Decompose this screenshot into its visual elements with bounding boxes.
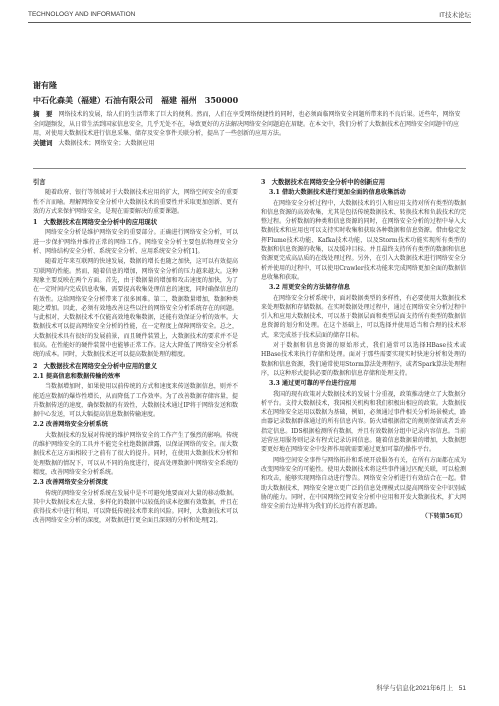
body-paragraph: 在网络安全分析过程中，大数据技术的引入和应用支持对所有类型的数据和信息资源的高效收集，尤其是包括传统数据技术、转换技术和负载技术的完整过程。分析数据的种类和信息资源的同时，在网络安全分析的过程中导入大数据技术和应用也可以支持实时收集和获取各种数据和信息资源。借由稳定发挥Flume技术功能、Kafka技术功能，以及Storm技术功能实现所有类型的数据和信息资源的收集，以及缓冲目标。并且最终支持所有类型的数据和信息资源更完成高品质的在线处理过程。另外，在引入大数据技术进行网络安全分析并使用的过程中，可以使用Crawler技术功能来完成网络更加全面的数据信息收集和获取。 (261, 199, 466, 281)
body-paragraph: 网络安全分析是维护网络安全的重要部分。正确进行网络安全分析，可以进一步保护网络并维持正常的网络工作。网络安全分析主要包括物理安全分析、网络结构安全分析、系统安全分析、应用系统安全分析[1]。 (33, 229, 238, 256)
section-heading: 引言 (33, 179, 46, 186)
body-paragraph: 对于数据和信息资源的原始形式，我们通常可以选择HBase技术或HBase技术来执行存储和处理。面对于那些需要实现实时快速分析和处理的数据和信息资源，我们通常使用Storm算法处理程序，或者Spark算法处理程序，以这种形式提供必要的数据和信息存储和处理支持。 (261, 342, 466, 377)
body-paragraph: 随着近年来互联网的快速发展，数据的增长也随之加快，这可以有效提高互联网的性能。然而，随着信息的增加，网络安全分析的压力越来越大。这种现象主要反映在两个方面。首先，由于数据量的增加和攻击速度的加快，为了在一定时间内完成信息收集，需要提高收集处理信息的速度，同时确保信息的有效性。这给网络安全分析带来了很多困难。第二，数据数量增加，数据种类随之增加。因此，必须有效地改善这些以往的网络安全分析系统存在的问题。与此相对，大数据技术不仅能高效地收集数据，还能有效保证分析的效率。大数据技术可以提高网络安全分析的性能，在一定程度上保障网络安全。总之，大数据技术具有很好的发展前景，而且硬件装置上，大数据技术的要求并不是很高。在性能好的硬件装置中也能够正常工作。这大大降低了网络安全分析系统的成本。同时，大数据技术还可以提高数据处理的精度。 (33, 258, 238, 359)
keywords-label: 关键词 (33, 138, 53, 147)
footer-page-number: 51 (458, 685, 466, 692)
page-footer (376, 683, 466, 692)
header-left-text: TECHNOLOGY AND INFORMATION (28, 10, 136, 18)
section-heading: 2 大数据技术在网络安全分析中应用的意义 (33, 362, 158, 370)
section-heading: 3 大数据技术在网络安全分析中的创新应用 (261, 179, 386, 186)
subsection-heading: 2.1 提高信息和数据传输的效率 (33, 372, 121, 380)
subsection-heading: 3.3 通过更可靠的平台进行应用 (269, 380, 357, 388)
footer-journal: 科学与信息化2021年6月上 (376, 685, 453, 692)
section-heading: 1 大数据技术在网络安全分析中的应用现状 (33, 219, 158, 227)
page-header (28, 8, 471, 20)
author-affiliation: 中石化森美（福建）石油有限公司 福建 福州 350000 (33, 95, 239, 105)
abstract-text: 网络技术的发展，给人们的生活带来了巨大的便利。然而，人们在享受网络便捷性的同时，也必须面临网络安全问题所带来的不良后果。近些年，网络安全问题频发，从日常生活到国家信息安全，几乎无处不在，导致更好的方法解决网络安全问题迫在眉睫。在本文中，我们分析了大数据技术在网络安全问题中的应用，对使用大数据技术进行信息采集、储存及安全事件关联分析，提出了一些创新的应用方法。 (33, 111, 461, 138)
abstract-label: 摘 要 (33, 110, 53, 118)
author-name: 谢有隆 (33, 80, 57, 90)
subsection-heading: 3.1 借助大数据技术进行更加全面的信息收集活动 (269, 189, 406, 197)
right-column (261, 176, 466, 522)
abstract-block (33, 110, 466, 148)
body-paragraph: 当数据增加时，如果使用以前传统的方式和速度来传送数据信息，则并不能适应数据的爆炸性增长，从而降低了工作效率。为了改善数据存储容量，提升数据传送的速度，确保数据的有效性，大数据技术通过IP将于网络发送和数据中心发送，可以大幅提高信息数据传输速度。 (33, 383, 238, 419)
body-paragraph: 在网络安全分析系统中，面对数据类型的多样性，有必要使用大数据技术来处理数据和存储数据。在实时数据处理过程中，通过在网络安全分析过程中引入和应用大数据技术，可以基于数据层面和类型层面支持所有类型的数据信息资源的划分和处理。在这个基础上，可以选择并使用适当和合理的技术形式，来完成基于技术层面的储存目标。 (261, 294, 466, 339)
continued-note: （下转第56页） (421, 513, 466, 521)
subsection-heading: 2.3 改善网络安全分析深度 (33, 479, 108, 487)
abstract-divider (33, 168, 466, 169)
body-paragraph: 我国的现有政策对大数据技术的发展十分重视，政策推动建立了大数据分析平台。支持大数据技术，我国相关机构和我们积极出相应的政策。大数据技术在网络安全运用以数据为基础，例如，必须通过事件相关分析场景模式，路由器记录数据群落通过的所有信息内容。防火墙根据指定的规则保留或者丢弃指定信息。IDS根据检测所有数据，并且有效数据分组中记录内容信息。当前运营应用服务则记录有程式记录访问信息。随着信息数据量的增加，大数据想要更好地在网络安全中发挥作用就需要通过更加可靠的操作平台。 (261, 390, 466, 454)
body-paragraph: 网络空间安全事件与网络拓扑和系统开放服务有关，在所有方面都在成为改变网络安全的可能性。使用大数据技术将这些事件通过匹配关联，可以检测和攻击，能够实现网络自动进行警告。网络安全分析进行有效结合在一起。借助大数据技术，网络安全建立更广泛的信息处理模式以提高网络安全中识别威胁的能力。同时，在中国网络空间安全分析中应用和开发大数据技术，扩大网络安全前台边界将为我们的长远持有新思路。 (261, 456, 466, 511)
header-rule (28, 22, 471, 23)
body-paragraph: 传统的网络安全分析系统在发展中是不可避免地要面对大量的移动数据。其中大数据技术在大量、多样化的数据中以较低的成本挖掘有效数据，并且在获得技术中进行利用，可以降低传统技术带来的风险。同时，大数据技术可以改善网络安全分析的深度，对数据进行更全面且深刻的分析和处理[2]。 (33, 489, 238, 525)
subsection-heading: 3.2 用更安全的方法储存信息 (269, 284, 350, 292)
left-column (33, 176, 238, 527)
subsection-heading: 2.2 改善网络安全分析系统 (33, 421, 108, 429)
body-paragraph: 随着政府、银行等领域对于大数据技术应用的扩大，网络空间安全的重要性不言而喻。理解网络安全分析中大数据技术的重要性并采取更加创新、更有效的方式来保护网络安全，是现在需要解决的重要课题。 (33, 189, 238, 215)
header-right-text: IT技术论坛 (439, 11, 471, 19)
keywords-text: 大数据技术；网络安全；大数据应用 (58, 139, 155, 147)
body-paragraph: 大数据技术的发展对传统的维护网络安全的工作产生了强烈的影响。传统的维护网络安全的工具并不能完全杜绝数据泄露，以保证网络的安全。而大数据技术在这方面相较于之前有了很大的提升。同时，在使用大数据技术分析和处理数据的情况下，可以从不同的角度进行，提高处理数据中网络安全系统的精度，改善网络安全分析系统。 (33, 431, 238, 476)
